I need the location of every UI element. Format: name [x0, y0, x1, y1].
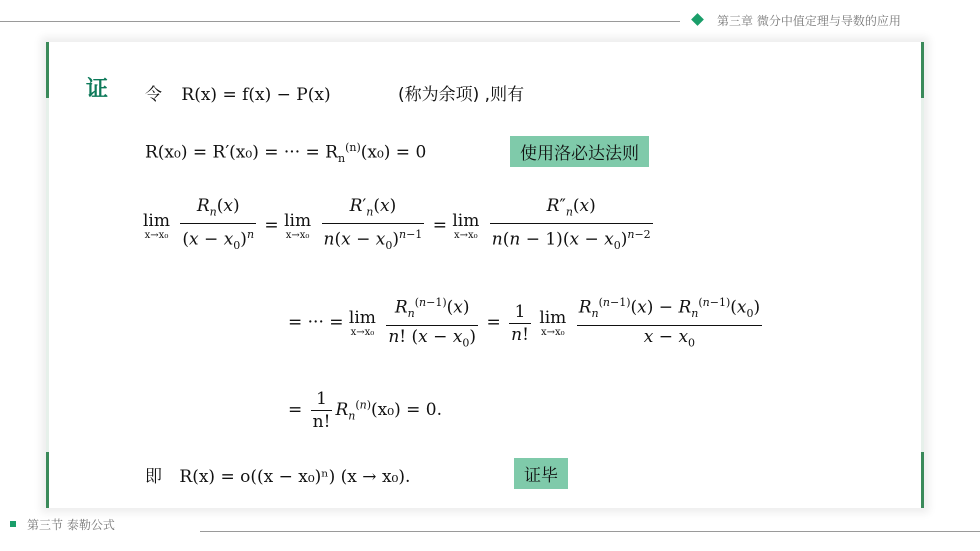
- proof-line-2: R(x₀) = R′(x₀) = ··· = $R_n^{(n)}(x_0) = 0$: [145, 141, 427, 166]
- header-rule: [0, 21, 680, 22]
- frame-left-accent: [46, 42, 49, 508]
- square-bullet-icon: [10, 521, 16, 527]
- proof-line-3: lim x→x₀ $\frac{R_n(x)}{(x - x_0)^n}$ = lim x→x₀ $\frac{R'_n(x)}{n(x - x_0)^{n-1}}$ = lim x→x₀ $\frac{R''_n(x)}{n(n - 1)(x - x_0)^{n-2}}$: [143, 196, 651, 253]
- lhospital-hint: 使用洛必达法则: [510, 136, 649, 167]
- equals-sign: =: [288, 400, 303, 420]
- proof-end-label: 证毕: [514, 458, 568, 489]
- proof-label: 证: [86, 77, 109, 102]
- limit-operator: lim: [143, 210, 170, 231]
- therefore-word: 即: [145, 467, 162, 487]
- footer-rule: [200, 531, 980, 532]
- conclusion-expression: R(x) = o((x − x₀)ⁿ) (x → x₀).: [179, 467, 411, 487]
- derivative-chain: R(x₀) = R′(x₀) = ··· = R: [145, 142, 338, 163]
- limit-subscript: x→x₀: [144, 229, 169, 241]
- frame-right-accent: [921, 42, 924, 508]
- fraction-numerator: 1: [311, 388, 333, 411]
- remainder-definition: R(x) = f(x) − P(x): [181, 85, 331, 105]
- chapter-title: 第三章 微分中值定理与导数的应用: [717, 14, 901, 28]
- conclusion-line: [145, 462, 410, 487]
- proof-line-5: = $\frac{1}{n!}$ $R_n^{(n)}(x_0) = 0$.: [288, 389, 442, 432]
- let-word: 令: [145, 85, 162, 105]
- proof-line-1: [145, 80, 331, 105]
- proof-line-4: = ··· = lim x→x₀ $\frac{R_n^{(n-1)}(x)}{n! (x - x_0)}$ = $\frac{1}{n!}$ lim x→x₀ $\frac{R_n^{(n-1)}(x) - R_n^{(n-1)}(x_0)}{x - x_0}$: [288, 292, 765, 354]
- diamond-icon: [691, 13, 704, 26]
- section-title: 第三节 泰勒公式: [27, 518, 115, 532]
- remainder-note: (称为余项) ,则有: [398, 85, 525, 105]
- final-value: (x₀) = 0.: [371, 400, 442, 420]
- fraction-denominator: n!: [312, 412, 331, 432]
- derivative-chain-tail: (x₀) = 0: [360, 142, 427, 163]
- content-frame: [46, 42, 924, 508]
